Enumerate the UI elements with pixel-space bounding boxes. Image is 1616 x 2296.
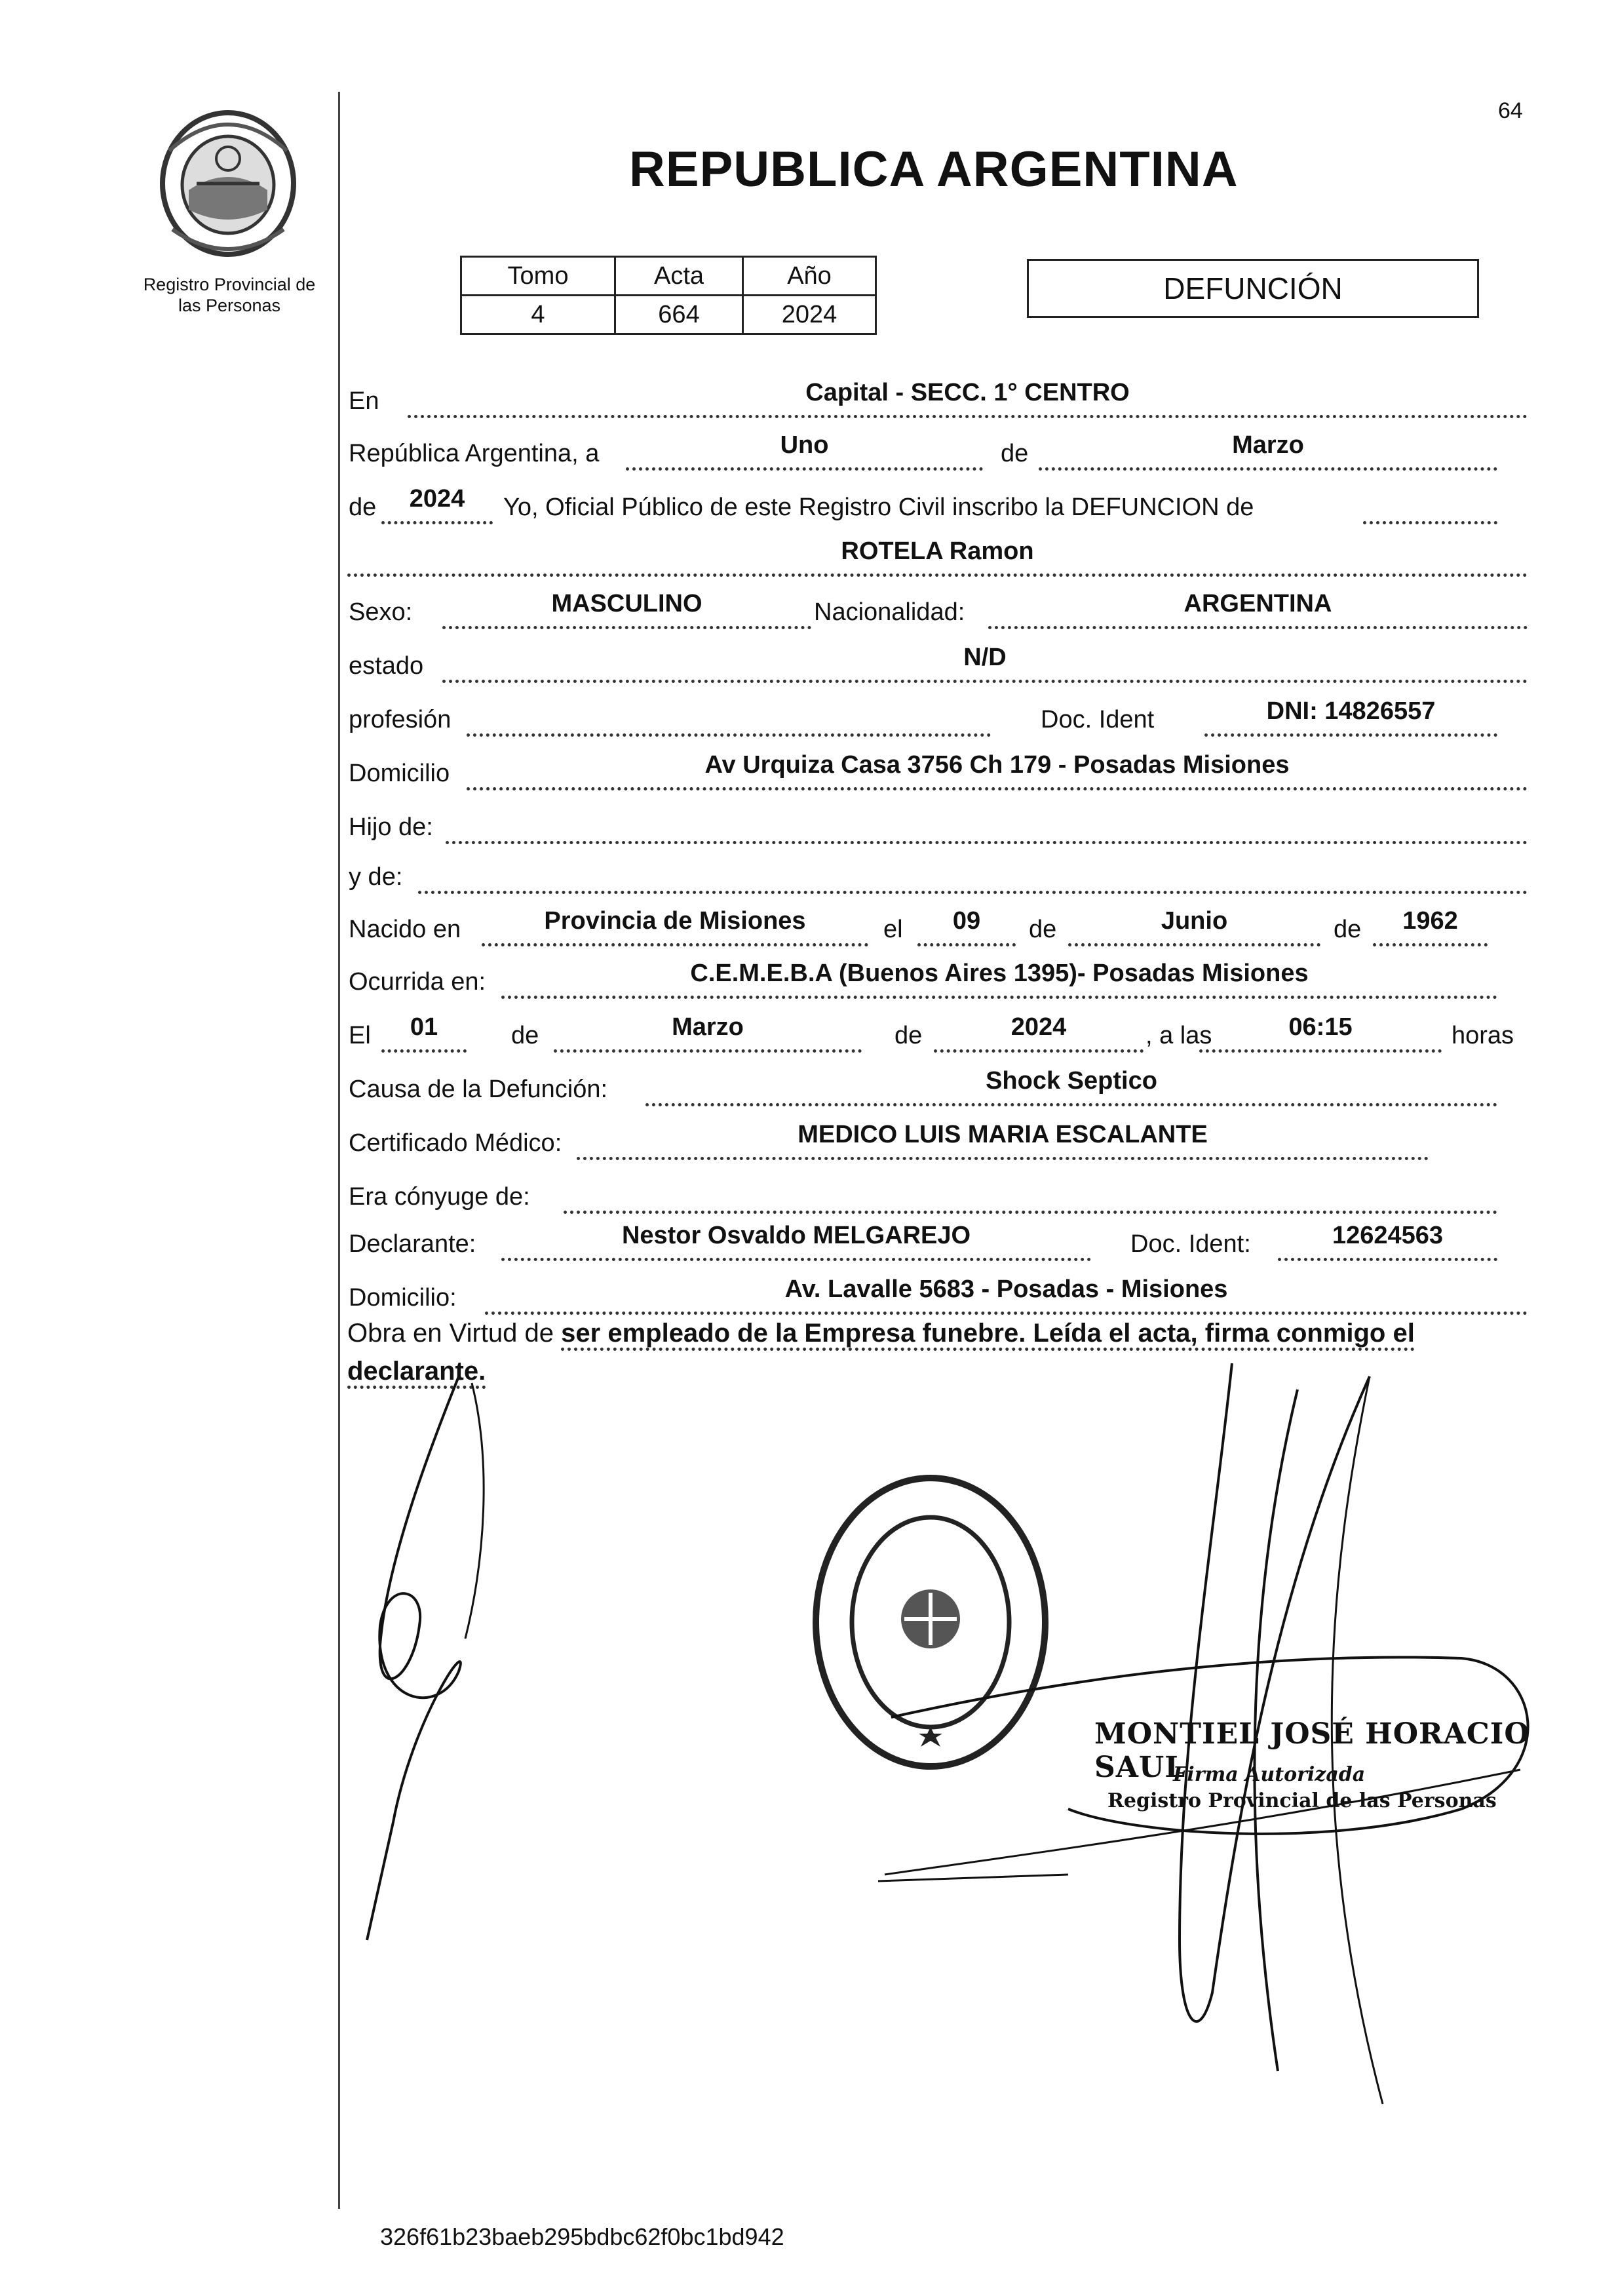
field-declarante-doc [1278,1218,1497,1261]
field-y-de [418,851,1528,894]
value-estado: N/D [963,644,1007,671]
row-declarante [347,1220,1528,1264]
value-nacionalidad: ARGENTINA [1183,590,1332,617]
registry-label [98,274,360,316]
row-nacido [347,906,1528,949]
row-conyuge [347,1173,1528,1216]
value-declarante: Nestor Osvaldo MELGAREJO [621,1222,971,1249]
row-fecha-defuncion [347,1012,1528,1055]
label-de-fallec-mes: de [511,1022,539,1049]
field-nacionalidad [988,587,1528,629]
field-certificado [577,1118,1429,1160]
row-declarante-domicilio [347,1274,1528,1317]
field-fallec-dia [381,1010,467,1053]
stamp-role: Firma Autorizada [1173,1763,1366,1786]
value-obra-texto: ser empleado de la Empresa funebre. Leída el acta, firma conmigo el declarante. [347,1319,1415,1389]
field-hijo-de [446,802,1528,844]
document-title: REPUBLICA ARGENTINA [629,142,1239,197]
value-nacido-mes: Junio [1161,907,1228,935]
value-nacido-dia: 09 [952,907,981,935]
row-ocurrida [347,958,1528,1002]
field-conyuge [564,1171,1497,1214]
label-de-anio-nac: de [1334,916,1362,943]
label-causa: Causa de la Defunción: [349,1076,608,1103]
label-nacido-en: Nacido en [349,916,461,943]
value-fallec-mes: Marzo [672,1013,744,1041]
value-nombre: ROTELA Ramon [841,537,1034,565]
page-number: 64 [1498,98,1523,123]
field-nacido-mes [1068,904,1320,946]
row-estado [347,642,1528,686]
field-profesion [467,694,991,737]
value-dia-texto: Uno [780,431,829,459]
row-nombre [347,536,1528,579]
field-domicilio [467,748,1528,790]
label-profesion: profesión [349,706,452,733]
field-nacido-lugar [482,904,868,946]
record-table [460,256,877,335]
value-nacido-lugar: Provincia de Misiones [544,907,806,935]
field-mes-texto [1039,428,1497,471]
label-nacionalidad: Nacionalidad: [814,598,965,626]
label-doc-ident-declarante: Doc. Ident: [1130,1230,1251,1258]
declarant-signature [341,1363,511,1953]
value-sexo: MASCULINO [551,590,702,617]
value-documento: DNI: 14826557 [1266,697,1436,725]
row-certificado [347,1119,1528,1163]
record-table-value-anio: 2024 [743,296,876,334]
row-hijo-de [347,804,1528,847]
label-en: En [349,387,379,415]
label-el: el [883,916,903,943]
value-causa: Shock Septico [986,1067,1157,1095]
official-signature [872,1350,1560,2124]
margin-rule [338,92,340,2209]
label-horas: horas [1452,1022,1514,1049]
record-type-box: DEFUNCIÓN [1027,259,1479,318]
stamp-office: Registro Provincial de las Personas [1107,1789,1497,1812]
row-causa [347,1066,1528,1109]
label-de: de [1001,440,1029,467]
label-yo: Yo, Oficial Público de este Registro Civil inscribo la DEFUNCION de [503,494,1254,521]
field-anio [381,482,493,524]
value-domicilio: Av Urquiza Casa 3756 Ch 179 - Posadas Misiones [704,751,1290,779]
label-domicilio-declarante: Domicilio: [349,1284,457,1312]
provincial-crest-logo [149,105,307,262]
record-table-header-anio: Año [743,257,876,296]
field-sexo [442,587,811,629]
label-certificado: Certificado Médico: [349,1129,562,1157]
value-hora: 06:15 [1288,1013,1353,1041]
value-certificado: MEDICO LUIS MARIA ESCALANTE [798,1121,1208,1148]
field-declarante-domicilio [485,1272,1528,1315]
field-dia-texto [626,428,983,471]
field-estado [442,640,1528,683]
row-lugar [347,378,1528,421]
value-nacido-anio: 1962 [1402,907,1458,935]
field-hora [1199,1010,1442,1053]
label-ocurrida-en: Ocurrida en: [349,968,486,996]
record-table-header-acta: Acta [615,257,743,296]
label-obra: Obra en Virtud de [347,1319,554,1348]
record-table-value-tomo: 4 [461,296,615,334]
field-intro-end [1363,482,1497,524]
value-fallec-dia: 01 [410,1013,438,1041]
stamp-name: MONTIEL JOSÉ HORACIO SAUL [1094,1717,1530,1784]
field-fallec-anio [934,1010,1144,1053]
row-domicilio [347,750,1528,793]
field-documento [1204,694,1497,737]
field-causa [645,1064,1497,1106]
registry-label-line1: Registro Provincial de [143,275,316,294]
label-estado: estado [349,652,424,680]
label-el-upper: El [349,1022,371,1049]
label-doc-ident: Doc. Ident [1041,706,1155,733]
row-profesion [347,696,1528,739]
value-anio: 2024 [409,485,465,513]
registry-label-line2: las Personas [178,296,281,315]
document-hash: 326f61b23baeb295bdbc62f0bc1bd942 [380,2223,784,2250]
label-sexo: Sexo: [349,598,413,626]
value-lugar: Capital - SECC. 1° CENTRO [805,379,1130,406]
label-de-fallec-anio: de [895,1022,923,1049]
row-anio-intro [347,484,1528,527]
field-ocurrida-en [501,956,1497,999]
label-a-las: , a las [1145,1022,1212,1049]
label-republica: República Argentina, a [349,440,600,467]
value-declarante-doc: 12624563 [1332,1222,1444,1249]
field-lugar [408,376,1528,418]
field-nacido-dia [917,904,1016,946]
label-de-mes: de [1029,916,1057,943]
field-nombre [347,534,1528,577]
label-declarante: Declarante: [349,1230,476,1258]
label-conyuge: Era cónyuge de: [349,1183,530,1211]
record-table-header-tomo: Tomo [461,257,615,296]
label-y-de: y de: [349,863,403,891]
label-hijo-de: Hijo de: [349,813,433,841]
value-fallec-anio: 2024 [1010,1013,1067,1041]
row-sexo [347,589,1528,632]
field-declarante [501,1218,1091,1261]
record-table-value-acta: 664 [615,296,743,334]
label-domicilio: Domicilio [349,760,450,787]
row-fecha-inscripcion [347,430,1528,473]
value-mes-texto: Marzo [1232,431,1304,459]
field-fallec-mes [554,1010,862,1053]
label-de-anio: de [349,494,377,521]
value-declarante-domicilio: Av. Lavalle 5683 - Posadas - Misiones [784,1275,1228,1303]
row-y-de [347,853,1528,897]
field-nacido-anio [1373,904,1488,946]
value-ocurrida-en: C.E.M.E.B.A (Buenos Aires 1395)- Posadas Misiones [690,960,1309,987]
